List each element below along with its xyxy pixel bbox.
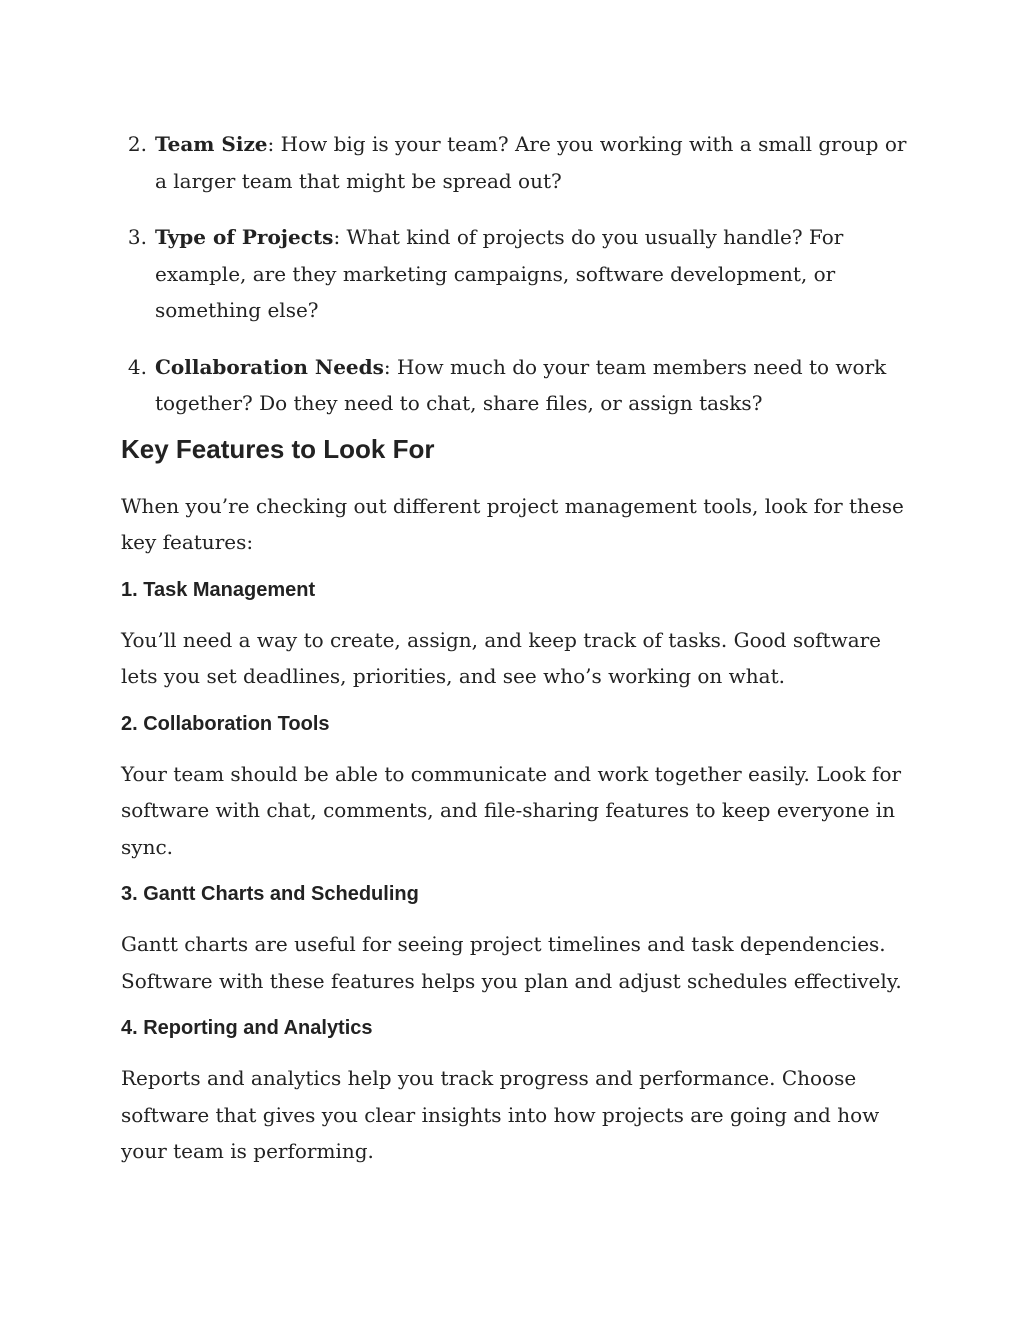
list-item-term: Type of Projects [155,225,334,249]
feature-text: Your team should be able to communicate and work together easily. Look for software with chat, comments, and file-sharing features to keep everyone in sync. [121,761,902,859]
list-item-text: : How much do your team members need to work together? Do they need to chat, share files, or assign tasks? [155,354,887,415]
feature-text: You’ll need a way to create, assign, and keep track of tasks. Good software lets you set deadlines, priorities, and see who’s working on what. [121,627,882,688]
list-item-text: : How big is your team? Are you working with a small group or a larger team that might be spread out? [155,132,907,193]
feature-text: Reports and analytics help you track progress and performance. Choose software that gives you clear insights into how projects are going and how your team is performing. [121,1066,880,1163]
feature-heading: 1. Task Management [121,578,316,601]
document-page [121,126,911,1184]
section-heading: Key Features to Look For [121,433,435,464]
feature-text: Gantt charts are useful for seeing project timelines and task dependencies. Software with these features helps you plan and adjust schedules effectively. [121,932,902,993]
list-item-term: Collaboration Needs [155,354,384,379]
considerations-list [121,126,911,422]
list-item-text: : What kind of projects do you usually handle? For example, are they marketing campaigns, software development, or something else? [155,225,844,322]
list-item [121,126,911,199]
section-intro: When you’re checking out different project management tools, look for these key features: [121,493,904,554]
list-item-number: 4. [127,354,147,379]
feature-heading: 4. Reporting and Analytics [121,1017,373,1039]
list-item-number: 2. [127,132,147,156]
list-item-number: 3. [127,225,147,249]
feature-heading: 2. Collaboration Tools [121,712,330,735]
list-item [121,349,911,422]
list-item [121,219,911,329]
list-item-term: Team Size [155,132,268,156]
feature-heading: 3. Gantt Charts and Scheduling [121,883,419,905]
